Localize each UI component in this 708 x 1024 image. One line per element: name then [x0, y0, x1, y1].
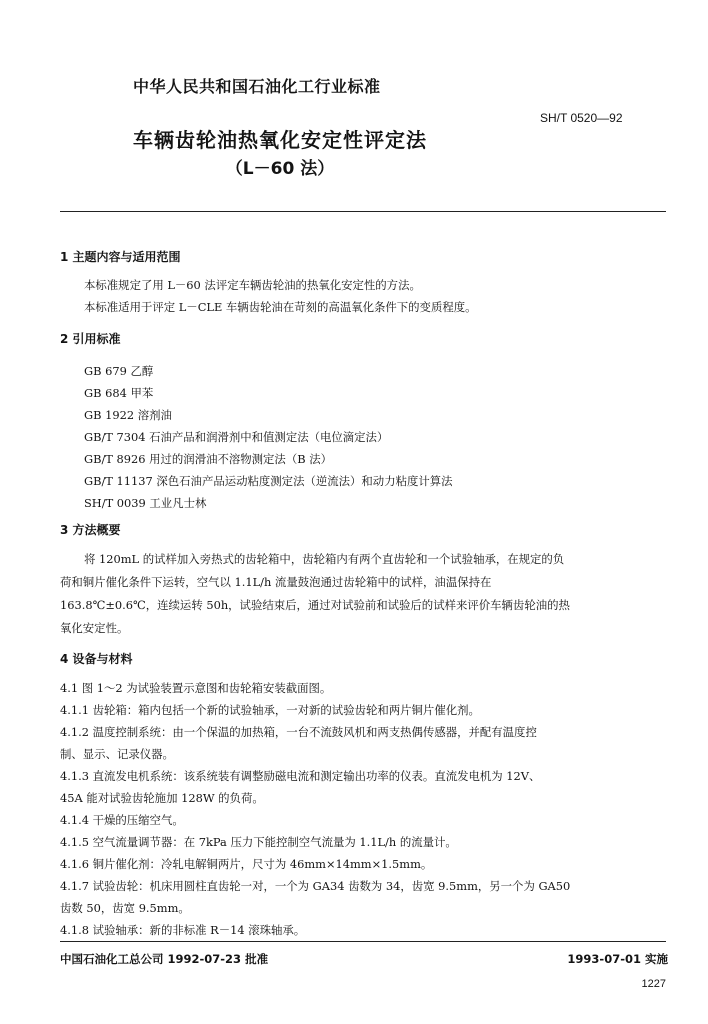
section-4-line: 4.1.8 试验轴承：新的非标准 R－14 滚珠轴承。 — [60, 923, 306, 937]
section-4-line: 4.1.7 试验齿轮：机床用圆柱直齿轮一对，一个为 GA34 齿数为 34，齿宽 9.5mm，另一个为 GA50 — [60, 879, 571, 893]
section-1-heading: 1 主题内容与适用范围 — [60, 250, 181, 264]
reference-item: GB 679 乙醇 — [84, 364, 154, 378]
footer-divider — [60, 941, 666, 942]
section-4-line: 4.1.3 直流发电机系统：该系统装有调整励磁电流和测定输出功率的仪表。直流发电机为 12V、 — [60, 769, 541, 783]
section-3-heading: 3 方法概要 — [60, 523, 121, 537]
section-3-line: 163.8℃±0.6℃，连续运转 50h，试验结束后，通过对试验前和试验后的试样来评价车辆齿轮油的热 — [60, 598, 570, 612]
reference-item: GB/T 8926 用过的润滑油不溶物测定法（B 法） — [84, 452, 332, 466]
section-4-line: 45A 能对试验齿轮施加 128W 的负荷。 — [60, 791, 264, 805]
standard-number: SH/T 0520—92 — [540, 111, 623, 125]
effective-date: 1993-07-01 实施 — [567, 952, 668, 966]
document-title: 车辆齿轮油热氧化安定性评定法 — [133, 128, 427, 152]
section-1-paragraph: 本标准适用于评定 L－CLE 车辆齿轮油在苛刻的高温氧化条件下的变质程度。 — [84, 300, 477, 314]
document-subtitle: （L－60 法） — [225, 159, 335, 179]
approval-date: 中国石油化工总公司 1992-07-23 批准 — [60, 952, 269, 966]
section-4-line: 齿数 50，齿宽 9.5mm。 — [60, 901, 190, 915]
org-title: 中华人民共和国石油化工行业标准 — [133, 77, 381, 96]
reference-item: SH/T 0039 工业凡士林 — [84, 496, 207, 510]
reference-item: GB 684 甲苯 — [84, 386, 154, 400]
section-4-line: 4.1.5 空气流量调节器：在 7kPa 压力下能控制空气流量为 1.1L/h 的流量计。 — [60, 835, 457, 849]
page-number: 1227 — [641, 978, 666, 990]
section-4-line: 4.1.4 干燥的压缩空气。 — [60, 813, 184, 827]
header-divider — [60, 211, 666, 212]
section-4-heading: 4 设备与材料 — [60, 652, 133, 666]
section-3-line: 氧化安定性。 — [60, 621, 129, 635]
reference-item: GB 1922 溶剂油 — [84, 408, 172, 422]
reference-item: GB/T 7304 石油产品和润滑剂中和值测定法（电位滴定法） — [84, 430, 389, 444]
section-1-paragraph: 本标准规定了用 L－60 法评定车辆齿轮油的热氧化安定性的方法。 — [84, 278, 421, 292]
section-4-line: 4.1.6 铜片催化剂：冷轧电解铜两片，尺寸为 46mm×14mm×1.5mm。 — [60, 857, 433, 871]
section-4-line: 4.1 图 1～2 为试验装置示意图和齿轮箱安装截面图。 — [60, 681, 332, 695]
reference-item: GB/T 11137 深色石油产品运动粘度测定法（逆流法）和动力粘度计算法 — [84, 474, 453, 488]
section-2-heading: 2 引用标准 — [60, 332, 121, 346]
section-3-line: 将 120mL 的试样加入旁热式的齿轮箱中，齿轮箱内有两个直齿轮和一个试验轴承，在规定的负 — [84, 552, 565, 566]
section-3-line: 荷和铜片催化条件下运转，空气以 1.1L/h 流量鼓泡通过齿轮箱中的试样，油温保持在 — [60, 575, 492, 589]
section-4-line: 4.1.2 温度控制系统：由一个保温的加热箱，一台不流鼓风机和两支热偶传感器，并配有温度控 — [60, 725, 537, 739]
section-4-line: 4.1.1 齿轮箱：箱内包括一个新的试验轴承，一对新的试验齿轮和两片铜片催化剂。 — [60, 703, 480, 717]
section-4-line: 制、显示、记录仪器。 — [60, 747, 174, 761]
